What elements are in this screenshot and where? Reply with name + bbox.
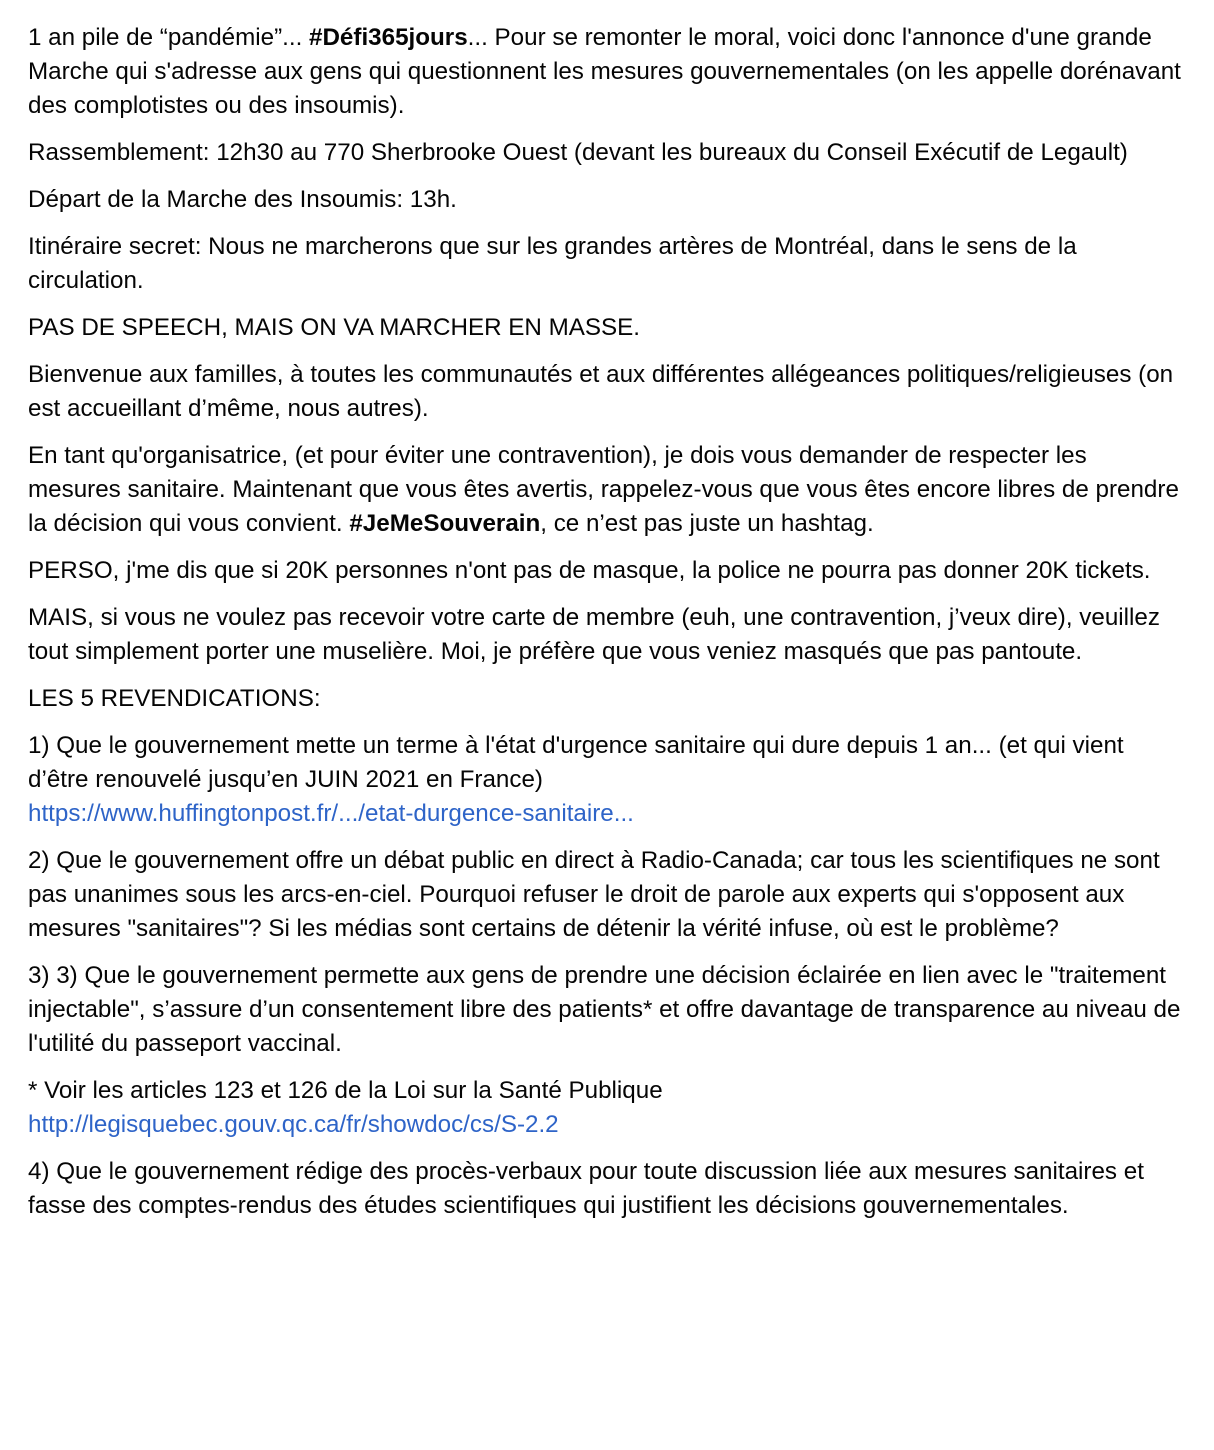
post-paragraph-organisatrice	[28, 439, 1186, 541]
post-paragraph-depart: Départ de la Marche des Insoumis: 13h.	[28, 186, 457, 213]
intro-text-end: ... Pour se remonter le moral, voici donc l'annonce d'une grande Marche qui s'adresse aux gens qui questionnent les mesures gouvernementales (on les appelle dorénavant des complotistes ou des insoumis).	[28, 24, 1181, 119]
organisatrice-text-end: , ce n’est pas juste un hashtag.	[540, 510, 874, 537]
hashtag-defi365jours[interactable]: #Défi365jours	[309, 24, 468, 51]
post-paragraph-revendication-2: 2) Que le gouvernement offre un débat public en direct à Radio-Canada; car tous les scientifiques ne sont pas unanimes sous les arcs-en-ciel. Pourquoi refuser le droit de parole aux experts qui s'opposent aux mesures "sanitaires"? Si les médias sont certains de détenir la vérité infuse, où est le problème?	[28, 847, 1160, 942]
post-paragraph-mais: MAIS, si vous ne voulez pas recevoir votre carte de membre (euh, une contravention, j’veux dire), veuillez tout simplement porter une muselière. Moi, je préfère que vous veniez masqués que pas pantoute.	[28, 604, 1160, 665]
post-paragraph-pas-de-speech: PAS DE SPEECH, MAIS ON VA MARCHER EN MASSE.	[28, 314, 640, 341]
organisatrice-text-start: En tant qu'organisatrice, (et pour éviter une contravention), je dois vous demander de respecter les mesures sanitaire. Maintenant que vous êtes avertis, rappelez-vous que vous êtes encore libres de prendre la décision qui vous convient.	[28, 442, 1179, 537]
revendication-1-text: 1) Que le gouvernement mette un terme à l'état d'urgence sanitaire qui dure depuis 1 an... (et qui vient d’être renouvelé jusqu’en JUIN 2021 en France)	[28, 732, 1124, 793]
footnote-text: * Voir les articles 123 et 126 de la Loi sur la Santé Publique	[28, 1077, 663, 1104]
post-paragraph-footnote	[28, 1074, 1186, 1142]
post-paragraph-bienvenue: Bienvenue aux familles, à toutes les communautés et aux différentes allégeances politiques/religieuses (on est accueillant d’même, nous autres).	[28, 361, 1174, 422]
link-legisquebec[interactable]: http://legisquebec.gouv.qc.ca/fr/showdoc/cs/S-2.2	[28, 1111, 559, 1138]
post-paragraph-revendication-3: 3) 3) Que le gouvernement permette aux gens de prendre une décision éclairée en lien avec le "traitement injectable", s’assure d’un consentement libre des patients* et offre davantage de transparence au niveau de l'utilité du passeport vaccinal.	[28, 962, 1181, 1057]
post-paragraph-perso: PERSO, j'me dis que si 20K personnes n'ont pas de masque, la police ne pourra pas donner 20K tickets.	[28, 557, 1151, 584]
hashtag-jemesouverain[interactable]: #JeMeSouverain	[349, 510, 541, 537]
post-paragraph-revendication-4: 4) Que le gouvernement rédige des procès-verbaux pour toute discussion liée aux mesures sanitaires et fasse des comptes-rendus des études scientifiques qui justifient les décisions gouvernementales.	[28, 1158, 1144, 1219]
post-paragraph-rassemblement: Rassemblement: 12h30 au 770 Sherbrooke Ouest (devant les bureaux du Conseil Exécutif de Legault)	[28, 139, 1128, 166]
link-huffingtonpost[interactable]: https://www.huffingtonpost.fr/.../etat-durgence-sanitaire...	[28, 800, 634, 827]
post-paragraph-intro	[28, 21, 1186, 123]
intro-text-start: 1 an pile de “pandémie”...	[28, 24, 310, 51]
post-paragraph-revendications-heading: LES 5 REVENDICATIONS:	[28, 685, 321, 712]
post-paragraph-itineraire: Itinéraire secret: Nous ne marcherons que sur les grandes artères de Montréal, dans le sens de la circulation.	[28, 233, 1077, 294]
post-paragraph-revendication-1	[28, 729, 1186, 831]
